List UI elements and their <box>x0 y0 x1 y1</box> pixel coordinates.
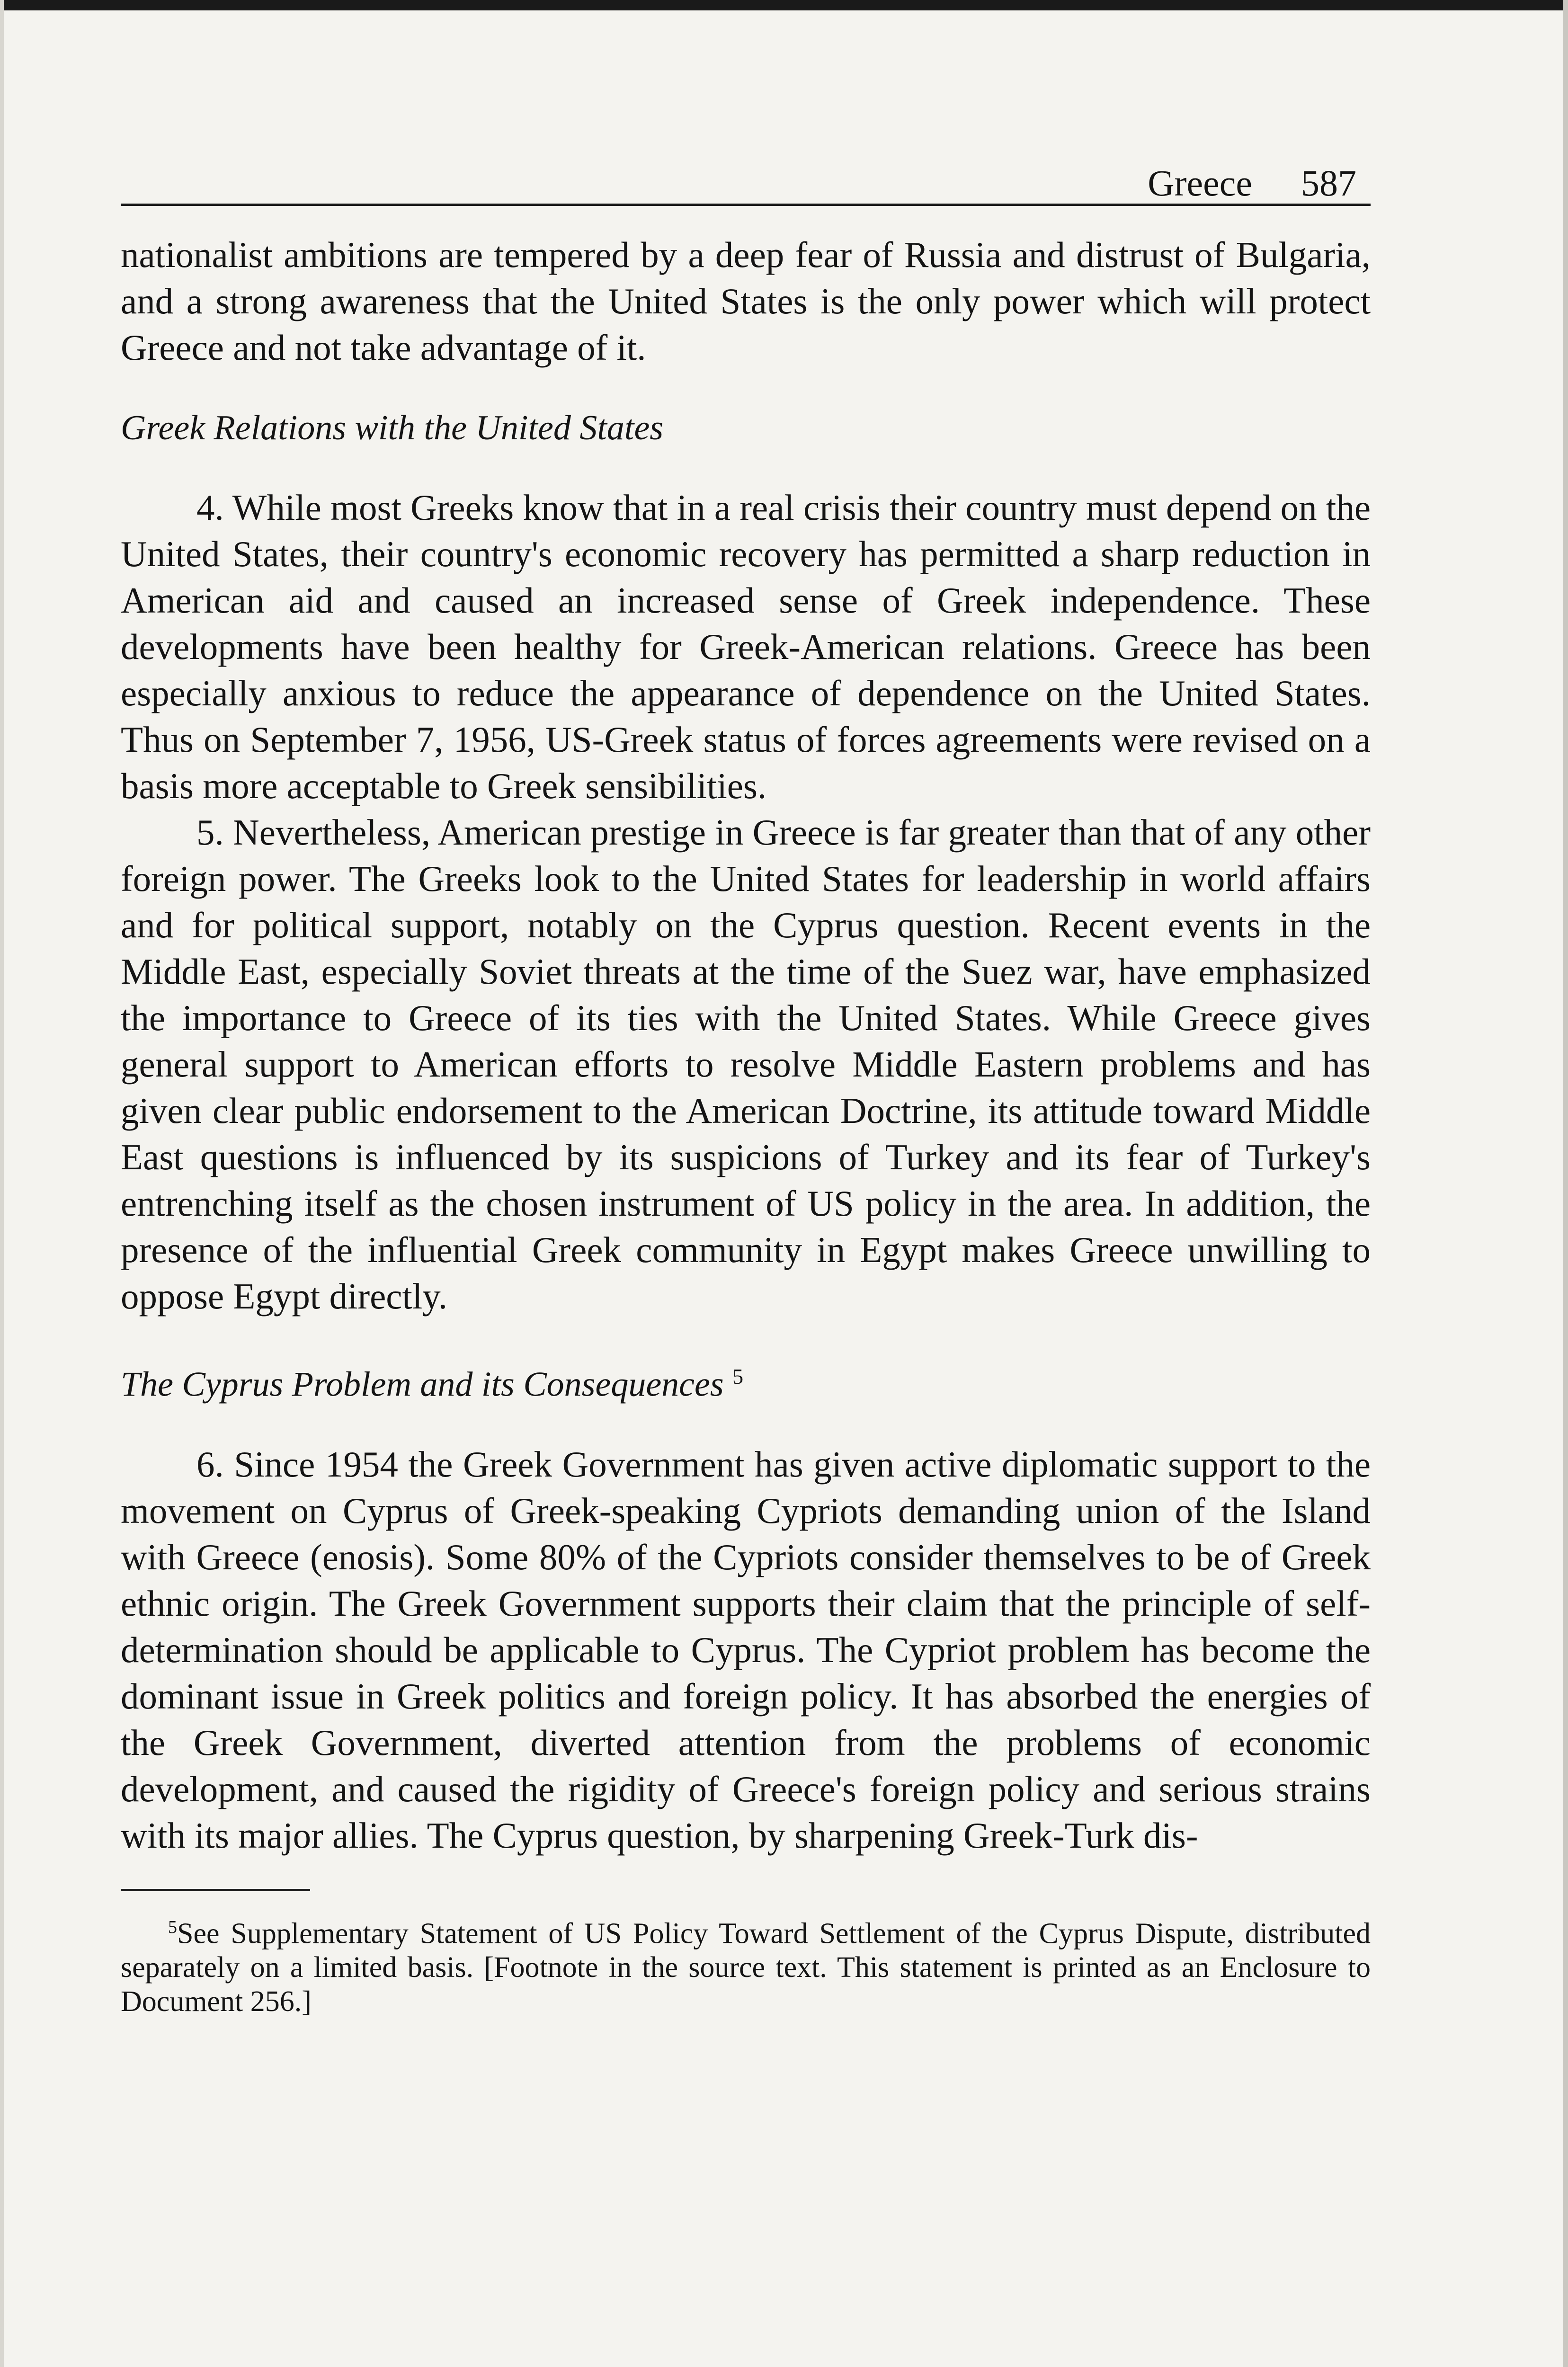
footnote <box>121 1910 1371 2019</box>
footnote-rule <box>121 1889 310 1891</box>
footnote-marker: 5 <box>168 1917 177 1937</box>
scan-right-edge <box>1563 0 1568 2367</box>
paragraph-6: 6. Since 1954 the Greek Government has given active diplomatic support to the movement on Cyprus of Greek-speaking Cypriots demanding union of the Island with Greece (enosis). Some 80% of the Cypriots consider themselves to be of Greek ethnic origin. The Greek Government supports their claim that the principle of self-determination should be applicable to Cyprus. The Cypriot problem has become the dominant issue in Greek politics and foreign policy. It has absorbed the energies of the Greek Government, diverted attention from the problems of economic development, and caused the rigidity of Greece's foreign policy and serious strains with its major allies. The Cyprus question, by sharpening Greek-Turk dis- <box>121 1443 1371 1856</box>
scan-top-edge <box>0 0 1568 10</box>
paragraph-4: 4. While most Greeks know that in a real crisis their country must depend on the United States, their country's economic recovery has permitted a sharp reduction in American aid and caused an increased sense of Greek independence. These developments have been healthy for Greek-American relations. Greece has been especially anxious to reduce the appearance of dependence on the United States. Thus on September 7, 1956, US-Greek status of forces agreements were revised on a basis more acceptable to Greek sensibilities. <box>121 487 1371 806</box>
section-heading-cyprus-text: The Cyprus Problem and its Consequences <box>121 1365 724 1404</box>
document-page <box>121 151 1371 2048</box>
scan-left-edge <box>0 0 4 2367</box>
page-number: 587 <box>1301 162 1356 204</box>
section-heading-relations-text: Greek Relations with the United States <box>121 409 664 447</box>
footnote-text: See Supplementary Statement of US Policy Toward Settlement of the Cyprus Dispute, distributed separately on a limited basis. [Footnote in the source text. This statement is printed as an Enclosure to Document 256.] <box>121 1917 1371 2018</box>
running-head <box>121 151 1371 206</box>
paragraph-5: 5. Nevertheless, American prestige in Greece is far greater than that of any other foreign power. The Greeks look to the United States for leadership in world affairs and for political support, notably on the Cyprus question. Recent events in the Middle East, especially Soviet threats at the time of the Suez war, have emphasized the importance to Greece of its ties with the United States. While Greece gives general support to American efforts to resolve Middle Eastern problems and has given clear public endorsement to the American Doctrine, its attitude toward Middle East questions is influenced by its suspicions of Turkey and its fear of Turkey's entrenching itself as the chosen instrument of US policy in the area. In addition, the presence of the influential Greek community in Egypt makes Greece unwilling to oppose Egypt directly. <box>121 812 1371 1317</box>
running-head-title: Greece <box>1148 162 1252 204</box>
paragraph-continued: nationalist ambitions are tempered by a deep fear of Russia and distrust of Bulgaria, and a strong awareness that the United States is the only power which will protect Greece and not take advantage of it. <box>121 234 1371 368</box>
footnote-reference: 5 <box>732 1364 744 1388</box>
section-heading-relations <box>121 405 1371 451</box>
section-heading-cyprus <box>121 1353 1371 1408</box>
body-text <box>121 231 1371 1859</box>
